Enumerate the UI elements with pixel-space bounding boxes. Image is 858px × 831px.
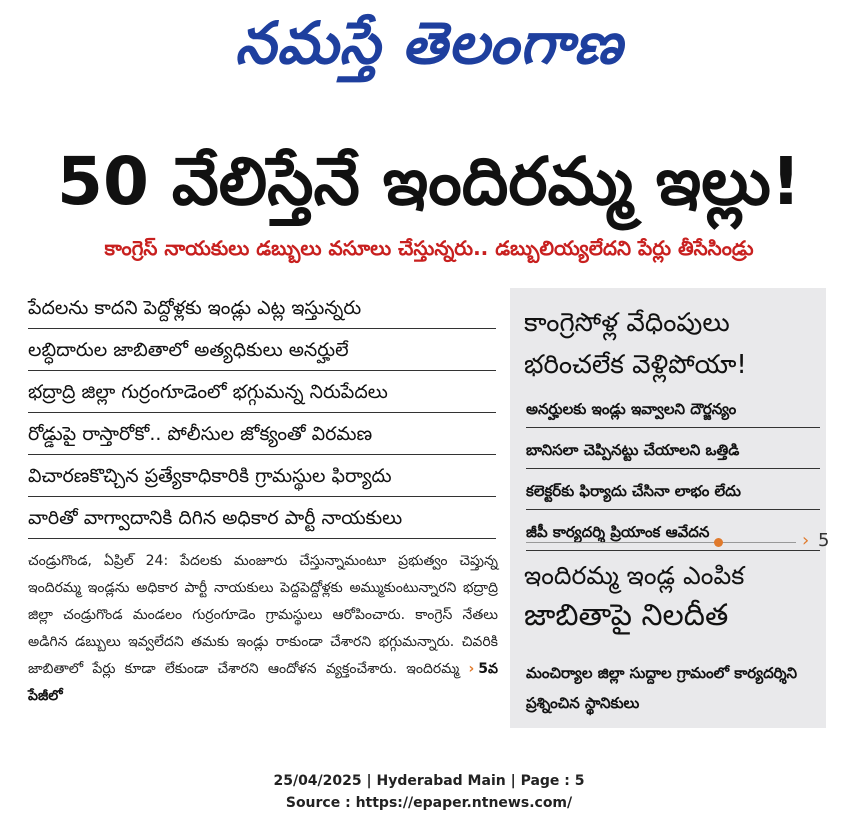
masthead <box>0 0 858 100</box>
newspaper-logo: నమస్తే తెలంగాణ <box>235 8 623 77</box>
bullet-item: లబ్ధిదారుల జాబితాలో అత్యధికులు అనర్హులే <box>28 330 496 371</box>
sidebar-title-2 <box>524 556 820 636</box>
bullet-item: వారితో వాగ్వాదానికి దిగిన అధికార పార్టీ నాయకులు <box>28 498 496 539</box>
continued-reference[interactable]: 5వ పేజీలో <box>28 661 498 704</box>
headline: 50 వేలిస్తేనే ఇందిరమ్మ ఇల్లు! <box>57 143 801 220</box>
chevron-right-icon: › <box>802 530 810 551</box>
bullet-list <box>28 288 496 540</box>
subheadline: కాంగ్రెస్ నాయకులు డబ్బులు వసూలు చేస్తున్నరు.. డబ్బులియ్యలేదని పేర్లు తీసేసిండ్రు <box>104 236 754 260</box>
footer-source[interactable]: Source : https://epaper.ntnews.com/ <box>285 795 573 811</box>
sidebar-points <box>526 392 820 556</box>
bullet-item: పేదలను కాదని పెద్దోళ్లకు ఇండ్లు ఎట్ల ఇస్తున్నరు <box>28 288 496 329</box>
article-body-text: చండ్రుగొండ, ఏప్రిల్ 24: పేదలకు మంజూరు చేస్తున్నామంటూ ప్రభుత్వం చెప్తున్న ఇందిరమ్మ ఇండ్లను అధికార పార్టీ నాయకులు పెద్దపెద్దోళ్లకు అమ్ముకుంటున్నారని భద్రాద్రి జిల్లా చండ్రుగొండ మండలం గుర్రంగూడెం గ్రామస్థులు ఆరోపించారు. కాంగ్రెస్ నేతలు అడిగిన డబ్బులు ఇవ్వలేదని తమకు ఇండ్లు రాకుండా చేశారని భగ్గుమన్నారు. చివరికి జాబితాలో పేర్లు కూడా లేకుండా చేశారని ఆందోళన వ్యక్తంచేశారు. ఇందిరమ్మ <box>28 553 498 677</box>
page-reference[interactable]: 5 <box>818 530 830 551</box>
bullet-item: విచారణకొచ్చిన ప్రత్యేకాధికారికి గ్రామస్థుల ఫిర్యాదు <box>28 456 496 497</box>
divider-line <box>526 542 796 543</box>
article-body <box>28 548 498 710</box>
divider-dot-icon <box>714 538 723 547</box>
sidebar-title-2-line1: ఇందిరమ్మ ఇండ్ల ఎంపిక <box>524 561 745 590</box>
bullet-item: రోడ్డుపై రాస్తారోకో.. పోలీసుల జోక్యంతో విరమణ <box>28 414 496 455</box>
sidebar-point: జీపీ కార్యదర్శి ప్రియాంక ఆవేదన <box>526 515 820 551</box>
continued-arrow-icon: › <box>468 661 475 677</box>
footer <box>0 770 858 814</box>
sidebar-point: అనర్హులకు ఇండ్లు ఇవ్వాలని దౌర్జన్యం <box>526 392 820 428</box>
sidebar-point: కలెక్టర్‌కు ఫిర్యాదు చేసినా లాభం లేదు <box>526 474 820 510</box>
sidebar-title-2-line2: జాబితాపై నిలదీత <box>524 598 729 633</box>
bullet-item: భద్రాద్రి జిల్లా గుర్రంగూడెంలో భగ్గుమన్న నిరుపేదలు <box>28 372 496 413</box>
sidebar-box <box>510 288 830 728</box>
sidebar-title: కాంగ్రెసోళ్ల వేధింపులు భరించలేక వెళ్లిపోయా! <box>524 308 747 380</box>
footer-date-edition: 25/04/2025 | Hyderabad Main | Page : 5 <box>273 773 585 789</box>
sidebar-subtitle-2: మంచిర్యాల జిల్లా సుద్దాల గ్రామంలో కార్యదర్శిని ప్రశ్నించిన స్థానికులు <box>526 664 798 712</box>
sidebar-point: బానిసలా చెప్పినట్టు చేయాలని ఒత్తిడి <box>526 433 820 469</box>
